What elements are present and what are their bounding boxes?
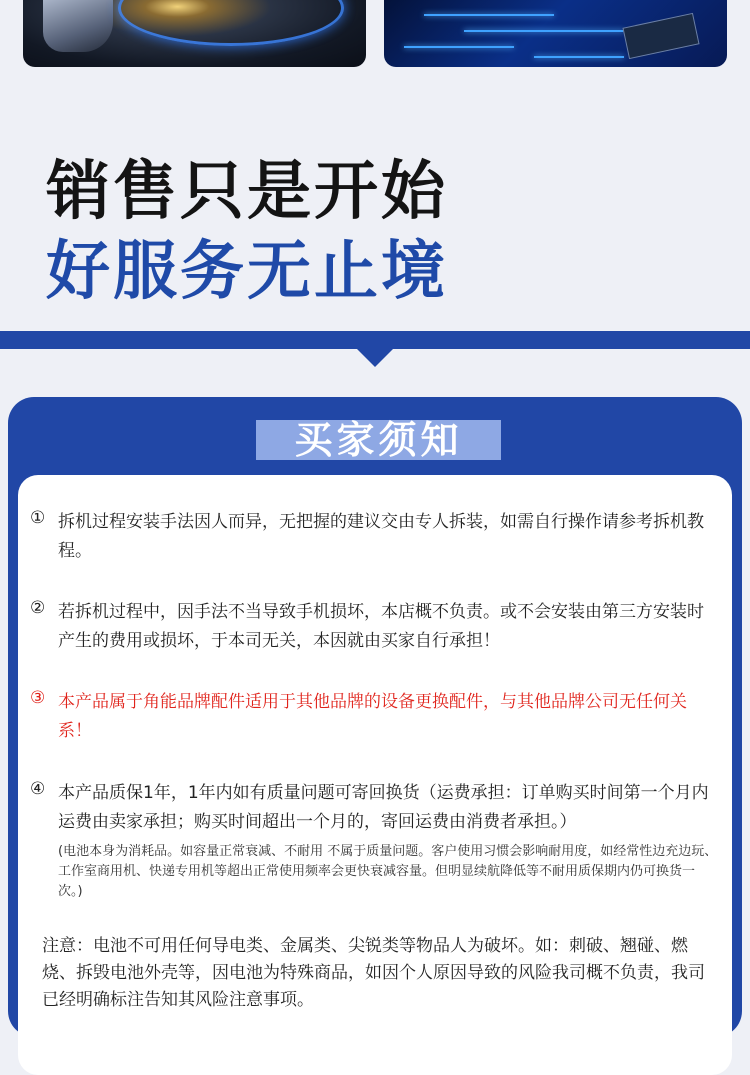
- buyer-notice-title: 买家须知: [256, 420, 501, 460]
- headline-line-2: 好服务无止境: [46, 235, 448, 309]
- battery-sub-note: (电池本身为消耗品。如容量正常衰减、不耐用 不属于质量问题。客户使用习惯会影响耐用度，如经常性边充边玩、工作室商用机、快递专用机等超出正常使用频率会更快衰减容量。但明显续航降低等不耐用质保期内仍可换货一次。): [58, 844, 718, 899]
- circuit-trace: [424, 14, 554, 16]
- notice-item-3: [30, 688, 720, 746]
- circuit-trace: [404, 46, 514, 48]
- item-number: ①: [30, 508, 46, 528]
- item-number: ②: [30, 598, 46, 618]
- circuit-trace: [464, 30, 624, 32]
- notice-item-2: [30, 598, 720, 656]
- battery-warning: 注意：电池不可用任何导电类、金属类、尖锐类等物品人为破坏。如：刺破、翘碰、燃烧、拆毁电池外壳等，因电池为特殊商品，如因个人原因导致的风险我司概不负责，我司已经明确标注告知其风险注意事项。: [42, 936, 705, 1010]
- notice-item-4: [30, 779, 720, 837]
- item-number: ④: [30, 779, 46, 799]
- down-arrow-icon: [357, 349, 393, 367]
- circuit-board-photo: [384, 0, 727, 67]
- item-text: 本产品质保1年，1年内如有质量问题可寄回换货（运费承担：订单购买时间第一个月内运费由卖家承担；购买时间超出一个月的，寄回运费由消费者承担。）: [58, 783, 709, 832]
- glow-ring-shape: [118, 0, 344, 46]
- item-text: 若拆机过程中，因手法不当导致手机损坏，本店概不负责。或不会安装由第三方安装时产生的费用或损坏，于本司无关，本因就由买家自行承担！: [58, 602, 704, 651]
- headline-line-1: 销售只是开始: [46, 155, 448, 229]
- robot-hand-shape: [43, 0, 113, 52]
- blue-divider-band: [0, 331, 750, 349]
- notice-item-1: [30, 508, 720, 566]
- robot-hand-device-photo: [23, 0, 366, 67]
- item-text: 本产品属于角能品牌配件适用于其他品牌的设备更换配件，与其他品牌公司无任何关系！: [58, 692, 687, 741]
- item-number: ③: [30, 688, 46, 708]
- chip-shape: [622, 13, 699, 59]
- item-text: 拆机过程安装手法因人而异，无把握的建议交由专人拆装，如需自行操作请参考拆机教程。: [58, 512, 704, 561]
- circuit-trace: [534, 56, 624, 58]
